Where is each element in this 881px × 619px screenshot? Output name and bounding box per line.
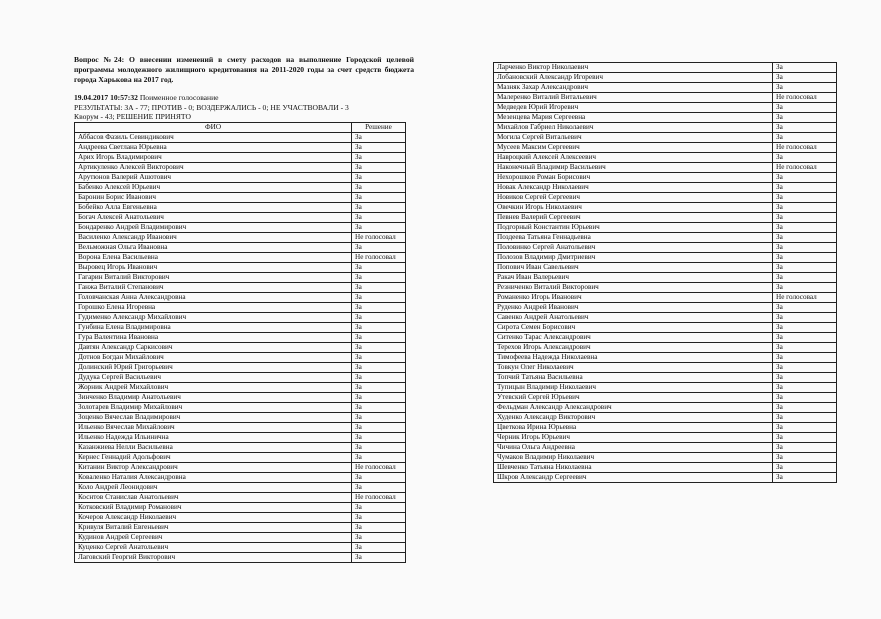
vote-decision: За (352, 142, 406, 152)
table-row (494, 93, 837, 103)
deputy-name: Мусеев Максим Сергеевич (494, 143, 773, 153)
table-row (494, 163, 837, 173)
deputy-name: Коснтов Станислав Анатольевич (75, 492, 352, 502)
deputy-name: Зинченко Владимир Анатольевич (75, 392, 352, 402)
deputy-name: Ганжа Виталий Степанович (75, 282, 352, 292)
deputy-name: Кудинов Андрей Сергеевич (75, 532, 352, 542)
deputy-name: Головчанская Анна Александровна (75, 292, 352, 302)
vote-decision: За (352, 262, 406, 272)
table-row (494, 213, 837, 223)
table-row (494, 453, 837, 463)
vote-decision: За (773, 303, 837, 313)
deputy-name: Ларченко Виктор Николаевич (494, 63, 773, 73)
table-row (494, 203, 837, 213)
table-row (75, 482, 406, 492)
table-row (75, 332, 406, 342)
vote-decision: За (352, 502, 406, 512)
table-row (75, 132, 406, 142)
deputy-name: Романенко Игорь Иванович (494, 293, 773, 303)
deputy-name: Цветкова Ирина Юрьевна (494, 423, 773, 433)
vote-table-left (74, 122, 406, 563)
table-row (494, 133, 837, 143)
table-row (75, 542, 406, 552)
vote-decision: Не голосовал (773, 163, 837, 173)
vote-decision: За (352, 512, 406, 522)
deputy-name: Выровец Игорь Иванович (75, 262, 352, 272)
deputy-name: Тупицын Владимир Николаевич (494, 383, 773, 393)
table-row (494, 243, 837, 253)
vote-decision: За (773, 383, 837, 393)
table-row (75, 522, 406, 532)
table-row (75, 452, 406, 462)
deputy-name: Бондаренко Андрей Владимирович (75, 222, 352, 232)
vote-decision: За (352, 152, 406, 162)
table-row (494, 63, 837, 73)
vote-decision: За (352, 162, 406, 172)
table-row (494, 403, 837, 413)
table-row (75, 362, 406, 372)
deputy-name: Гунбина Елена Владимировна (75, 322, 352, 332)
deputy-name: Бобейко Алла Евгеньевна (75, 202, 352, 212)
table-row (75, 162, 406, 172)
deputy-name: Куценко Сергей Анатольевич (75, 542, 352, 552)
table-row (75, 382, 406, 392)
table-row (75, 192, 406, 202)
table-row (494, 153, 837, 163)
deputy-name: Арутюнов Валерий Ашотович (75, 172, 352, 182)
table-row (494, 233, 837, 243)
table-row (494, 223, 837, 233)
question-title: Вопрос №24: О внесении изменений в смету расходов на выполнение Городской целевой программы молодежного жилищного кредитования на 2011-2020 годы за счет средств бюджета города Харькова на 2017 год. (74, 55, 414, 84)
table-row (75, 232, 406, 242)
deputy-name: Горошко Елена Игоревна (75, 302, 352, 312)
deputy-name: Мезенцева Мария Сергеевна (494, 113, 773, 123)
table-row (75, 182, 406, 192)
deputy-name: Вельможная Ольга Ивановна (75, 242, 352, 252)
table-row (75, 432, 406, 442)
vote-decision: За (352, 472, 406, 482)
vote-decision: За (773, 173, 837, 183)
vote-decision: За (773, 103, 837, 113)
vote-datetime-line (74, 93, 414, 103)
table-row (75, 252, 406, 262)
deputy-name: Тимофеева Надежда Николаевна (494, 353, 773, 363)
deputy-name: Подгорный Константин Юрьевич (494, 223, 773, 233)
deputy-name: Золотарев Владимир Михайлович (75, 402, 352, 412)
table-row (75, 462, 406, 472)
table-row (494, 473, 837, 483)
vote-decision: За (352, 532, 406, 542)
table-row (75, 442, 406, 452)
table-row (494, 423, 837, 433)
vote-decision: За (773, 333, 837, 343)
table-row (75, 212, 406, 222)
deputy-name: Могила Сергей Витальевич (494, 133, 773, 143)
table-row (75, 322, 406, 332)
deputy-name: Нехорошков Роман Борисович (494, 173, 773, 183)
deputy-name: Новак Александр Николаевич (494, 183, 773, 193)
deputy-name: Новиков Сергей Сергеевич (494, 193, 773, 203)
deputy-name: Ильенко Надежда Ильинична (75, 432, 352, 442)
vote-decision: За (352, 552, 406, 562)
table-row (75, 372, 406, 382)
vote-decision: За (773, 403, 837, 413)
vote-decision: За (773, 453, 837, 463)
vote-decision: За (352, 292, 406, 302)
table-row (494, 463, 837, 473)
deputy-name: Жорник Андрей Михайлович (75, 382, 352, 392)
table-row (75, 552, 406, 562)
table-row (75, 282, 406, 292)
table-row (494, 143, 837, 153)
vote-decision: За (352, 172, 406, 182)
vote-decision: За (352, 242, 406, 252)
vote-decision: За (773, 353, 837, 363)
deputy-name: Руденко Андрей Иванович (494, 303, 773, 313)
table-row (494, 333, 837, 343)
vote-decision: За (773, 413, 837, 423)
vote-decision: За (773, 83, 837, 93)
table-row (494, 113, 837, 123)
vote-decision: За (773, 183, 837, 193)
table-row (494, 193, 837, 203)
table-row (494, 383, 837, 393)
vote-decision: За (773, 253, 837, 263)
table-row (75, 142, 406, 152)
table-row (494, 303, 837, 313)
vote-decision: За (352, 332, 406, 342)
vote-decision: За (352, 452, 406, 462)
vote-decision: За (352, 342, 406, 352)
vote-decision: Не голосовал (773, 93, 837, 103)
vote-decision: За (352, 482, 406, 492)
deputy-name: Китанин Виктор Александрович (75, 462, 352, 472)
deputy-name: Шевченко Татьяна Николаевна (494, 463, 773, 473)
vote-decision: За (773, 133, 837, 143)
deputy-name: Лаговский Георгий Викторович (75, 552, 352, 562)
vote-decision: Не голосовал (352, 462, 406, 472)
deputy-name: Певнев Валерий Сергеевич (494, 213, 773, 223)
deputy-name: Ильенко Вячеслав Михайлович (75, 422, 352, 432)
vote-decision: За (773, 113, 837, 123)
table-row (75, 272, 406, 282)
deputy-name: Гудименко Александр Михайлович (75, 312, 352, 322)
vote-decision: За (773, 243, 837, 253)
table-row (75, 172, 406, 182)
deputy-name: Ворона Елена Васильевна (75, 252, 352, 262)
vote-decision: За (352, 302, 406, 312)
vote-decision: За (773, 203, 837, 213)
deputy-name: Шкров Александр Сергеевич (494, 473, 773, 483)
table-row (494, 173, 837, 183)
vote-decision: За (352, 312, 406, 322)
vote-decision: За (352, 212, 406, 222)
vote-decision: За (773, 443, 837, 453)
left-column (74, 55, 414, 563)
table-row (494, 293, 837, 303)
vote-decision: За (773, 263, 837, 273)
table-row (75, 342, 406, 352)
table-row (75, 152, 406, 162)
deputy-name: Бабенко Алексей Юрьевич (75, 182, 352, 192)
deputy-name: Товкун Олег Николаевич (494, 363, 773, 373)
table-row (494, 393, 837, 403)
vote-decision: За (352, 372, 406, 382)
vote-decision: За (352, 222, 406, 232)
vote-decision: За (352, 402, 406, 412)
vote-decision: За (773, 283, 837, 293)
deputy-name: Мазняк Захар Александрович (494, 83, 773, 93)
table-row (494, 73, 837, 83)
table-row (494, 253, 837, 263)
deputy-name: Чичина Ольга Андреевна (494, 443, 773, 453)
deputy-name: Савенко Андрей Анатольевич (494, 313, 773, 323)
vote-decision: За (773, 153, 837, 163)
vote-decision: Не голосовал (352, 232, 406, 242)
vote-decision: За (773, 473, 837, 483)
vote-decision: За (352, 322, 406, 332)
deputy-name: Малеренко Виталий Витальевич (494, 93, 773, 103)
vote-decision: Не голосовал (773, 293, 837, 303)
deputy-name: Кривуля Виталий Евгеньевич (75, 522, 352, 532)
deputy-name: Навроцкий Алексей Алексеевич (494, 153, 773, 163)
vote-meta (74, 93, 414, 122)
vote-decision: За (352, 192, 406, 202)
vote-table-right (493, 62, 837, 483)
deputy-name: Сирота Семен Борисович (494, 323, 773, 333)
deputy-name: Терехов Игорь Александрович (494, 343, 773, 353)
vote-quorum: Кворум - 43; РЕШЕНИЕ ПРИНЯТО (74, 112, 191, 122)
deputy-name: Худенко Александр Викторович (494, 413, 773, 423)
table-row (494, 443, 837, 453)
left-table-body (75, 132, 406, 562)
deputy-name: Долинский Юрий Григорьевич (75, 362, 352, 372)
table-row (75, 292, 406, 302)
deputy-name: Фельдман Александр Александрович (494, 403, 773, 413)
table-row (494, 123, 837, 133)
vote-decision: За (773, 223, 837, 233)
vote-decision: За (352, 282, 406, 292)
table-row (494, 433, 837, 443)
table-row (494, 273, 837, 283)
deputy-name: Овечкин Игорь Николаевич (494, 203, 773, 213)
header-name: ФИО (75, 122, 352, 132)
table-row (494, 263, 837, 273)
vote-decision: За (773, 393, 837, 403)
vote-decision: За (352, 432, 406, 442)
vote-decision: Не голосовал (773, 143, 837, 153)
vote-decision: За (773, 123, 837, 133)
deputy-name: Арих Игорь Владимирович (75, 152, 352, 162)
vote-decision: За (352, 382, 406, 392)
deputy-name: Артикуленко Алексей Викторович (75, 162, 352, 172)
deputy-name: Михайлов Габриел Николаевич (494, 123, 773, 133)
deputy-name: Котковский Владимир Романович (75, 502, 352, 512)
table-row (75, 472, 406, 482)
vote-datetime: 19.04.2017 10:57:32 (74, 93, 138, 102)
vote-decision: За (773, 423, 837, 433)
deputy-name: Кочеров Александр Николаевич (75, 512, 352, 522)
vote-decision: За (773, 193, 837, 203)
vote-decision: За (773, 273, 837, 283)
deputy-name: Казанжиева Нелли Васильевна (75, 442, 352, 452)
deputy-name: Поздеева Татьяна Геннадьевна (494, 233, 773, 243)
deputy-name: Гагарин Виталий Викторович (75, 272, 352, 282)
deputy-name: Наконечный Владимир Васильевич (494, 163, 773, 173)
vote-decision: За (352, 422, 406, 432)
table-row (75, 392, 406, 402)
deputy-name: Попович Иван Савельевич (494, 263, 773, 273)
table-row (494, 83, 837, 93)
deputy-name: Резниченко Виталий Викторович (494, 283, 773, 293)
deputy-name: Утевский Сергей Юрьевич (494, 393, 773, 403)
deputy-name: Аббасов Фазиль Севиндикович (75, 132, 352, 142)
table-row (494, 413, 837, 423)
deputy-name: Черник Игорь Юрьевич (494, 433, 773, 443)
deputy-name: Баронин Борис Иванович (75, 192, 352, 202)
table-row (75, 202, 406, 212)
deputy-name: Дотнов Богдан Михайлович (75, 352, 352, 362)
table-row (75, 222, 406, 232)
table-row (494, 103, 837, 113)
vote-decision: За (352, 542, 406, 552)
table-row (75, 312, 406, 322)
vote-decision: За (773, 213, 837, 223)
deputy-name: Давтян Александр Саркисович (75, 342, 352, 352)
vote-decision: За (773, 433, 837, 443)
table-header-row (75, 122, 406, 132)
vote-decision: За (773, 73, 837, 83)
table-row (75, 422, 406, 432)
vote-decision: За (352, 352, 406, 362)
deputy-name: Чумаков Владимир Николаевич (494, 453, 773, 463)
right-column (493, 62, 837, 483)
deputy-name: Зоценко Вячеслав Владимирович (75, 412, 352, 422)
vote-results: РЕЗУЛЬТАТЫ: ЗА - 77; ПРОТИВ - 0; ВОЗДЕРЖАЛИСЬ - 0; НЕ УЧАСТВОВАЛИ - 3 (74, 102, 349, 112)
table-row (75, 262, 406, 272)
table-row (75, 242, 406, 252)
deputy-name: Лобановский Александр Игоревич (494, 73, 773, 83)
deputy-name: Ракач Иван Валерьевич (494, 273, 773, 283)
vote-decision: За (773, 323, 837, 333)
table-row (75, 402, 406, 412)
vote-decision: За (773, 63, 837, 73)
table-row (494, 373, 837, 383)
deputy-name: Коваленко Наталия Александровна (75, 472, 352, 482)
deputy-name: Ситенко Тарас Александрович (494, 333, 773, 343)
vote-decision: За (773, 373, 837, 383)
table-row (494, 343, 837, 353)
table-row (494, 353, 837, 363)
vote-decision: За (352, 272, 406, 282)
table-row (75, 412, 406, 422)
table-row (75, 302, 406, 312)
deputy-name: Половинко Сергей Анатольевич (494, 243, 773, 253)
vote-decision: За (773, 233, 837, 243)
vote-decision: За (352, 392, 406, 402)
vote-decision: За (352, 202, 406, 212)
vote-decision: За (773, 363, 837, 373)
table-row (494, 363, 837, 373)
table-row (75, 532, 406, 542)
table-row (494, 313, 837, 323)
deputy-name: Коло Андрей Леонидович (75, 482, 352, 492)
table-row (75, 352, 406, 362)
vote-decision: Не голосовал (352, 252, 406, 262)
vote-decision: За (773, 463, 837, 473)
deputy-name: Полозов Владимир Дмитриевич (494, 253, 773, 263)
vote-decision: За (352, 412, 406, 422)
table-row (494, 283, 837, 293)
deputy-name: Василенко Александр Иванович (75, 232, 352, 242)
table-row (75, 512, 406, 522)
header-decision: Решение (352, 122, 406, 132)
deputy-name: Гура Валентина Ивановна (75, 332, 352, 342)
vote-decision: За (773, 313, 837, 323)
vote-decision: За (352, 182, 406, 192)
vote-decision: За (352, 362, 406, 372)
vote-decision: За (352, 522, 406, 532)
deputy-name: Богач Алексей Анатольевич (75, 212, 352, 222)
table-row (494, 323, 837, 333)
vote-type: Поименное голосование (139, 93, 219, 102)
table-row (75, 492, 406, 502)
deputy-name: Андреева Светлана Юрьевна (75, 142, 352, 152)
table-row (75, 502, 406, 512)
deputy-name: Топчий Татьяна Васильевна (494, 373, 773, 383)
vote-decision: За (352, 132, 406, 142)
deputy-name: Медведев Юрий Игоревич (494, 103, 773, 113)
table-row (494, 183, 837, 193)
right-table-body (494, 63, 837, 483)
deputy-name: Дудука Сергей Васильевич (75, 372, 352, 382)
vote-decision: За (352, 442, 406, 452)
vote-decision: За (773, 343, 837, 353)
vote-decision: Не голосовал (352, 492, 406, 502)
deputy-name: Кернес Геннадий Адольфович (75, 452, 352, 462)
